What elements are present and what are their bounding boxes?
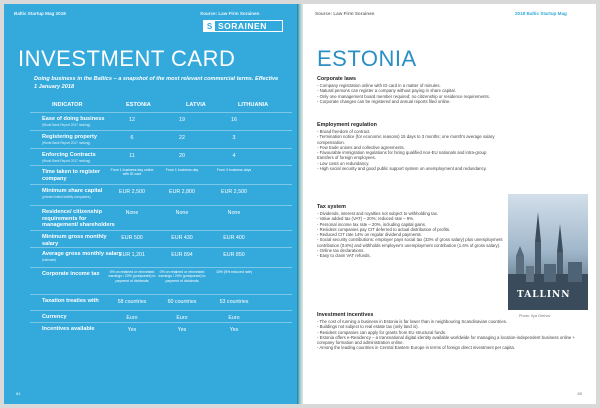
- table-cell: From 1 business day: [165, 168, 199, 172]
- section-line: - Dividends, interest and royalties not subject to withholding tax.: [317, 211, 439, 216]
- indicator-name: Corporate income tax: [42, 271, 100, 277]
- indicator-name: Average gross monthly salary: [42, 251, 122, 257]
- section-line: - Favourable immigration regulations for hiring qualified non-EU nationals and intra-group transfers of foreign employees.: [317, 150, 487, 161]
- indicator-name: Minimum gross monthly salary: [42, 234, 107, 247]
- table-row: [30, 322, 292, 334]
- section-employment: [317, 122, 503, 171]
- indicator-name: Residence/ citizenship requirements for management/ shareholders: [42, 209, 115, 229]
- section-line: - Resident companies can apply for grants from EU structural funds.: [317, 329, 447, 335]
- logo-text: SORAINEN: [218, 21, 267, 31]
- table-cell: 3: [232, 135, 236, 141]
- section-line: - Online tax declarations.: [317, 248, 365, 254]
- page-number: 84: [16, 391, 21, 396]
- table-cell: 11: [129, 153, 135, 159]
- table-cell: From 3 business days: [216, 168, 252, 172]
- section-heading: Employment regulation: [317, 122, 377, 128]
- indicator-name: Ease of doing business: [42, 116, 105, 122]
- table-row: [30, 205, 292, 230]
- section-heading: Tax system: [317, 204, 346, 210]
- section-line: - Corporate changes can be registered and annual reports filed online.: [317, 98, 451, 104]
- table-row: [30, 230, 292, 247]
- table-cell: 22: [179, 135, 185, 141]
- section-line: - Broad freedom of contract.: [317, 129, 371, 134]
- section-line: - Resident companies pay CIT deferred to actual distribution of profits.: [317, 226, 451, 232]
- table-row: [30, 130, 292, 148]
- page-title: INVESTMENT CARD: [18, 46, 236, 71]
- indicator-name: Registering property: [42, 134, 98, 140]
- photo-caption: Photo: Ilya Orehov: [519, 314, 551, 318]
- left-source: Source: Law Firm Sorainen: [200, 11, 260, 16]
- table-cell: Euro: [126, 315, 138, 321]
- indicator-name: Incentives available: [42, 326, 95, 332]
- table-cell: EUR 850: [223, 252, 245, 258]
- table-cell: 19: [179, 117, 185, 123]
- table-cell: EUR 2,500: [119, 189, 145, 195]
- table-cell: 15% (5% reduced rate): [216, 270, 252, 274]
- section-line: - Personal income tax rate – 20%, including capital gains.: [317, 221, 427, 227]
- indicator-note: (World Bank Report 2017 ranking): [42, 140, 91, 145]
- indicator-note: (estimate): [42, 257, 57, 262]
- section-line: - Natural persons can register a company without paying in share capital.: [317, 88, 456, 94]
- indicator-note: (private limited liability companies): [42, 194, 91, 199]
- right-source: Source: Law Firm Sorainen: [315, 11, 375, 16]
- right-page: [303, 4, 596, 404]
- table-cell: EUR 2,500: [221, 189, 247, 195]
- section-line: - Social security contributions: employer pays social tax (33% of gross salary) plus unemployment contribution (0.8%) and withholds employee's unemployment contribution (1.6% of gross salary).: [317, 237, 503, 248]
- logo-mark-icon: S: [204, 21, 215, 31]
- section-line: - Termination notice (for economic reasons) 15 days to 3 months; one month's average salary compensation.: [317, 134, 495, 145]
- table-cell: 20: [179, 153, 185, 159]
- table-cell: 16: [231, 117, 237, 123]
- table-cell: 0% on retained or reinvested earnings / 20% (postponed) to payment of dividends: [108, 270, 156, 283]
- table-cell: 6: [130, 135, 134, 141]
- table-cell: Yes: [177, 327, 187, 333]
- photo-label: TALLINN: [517, 290, 571, 300]
- section-line: - Only one management board member required; no citizenship or residence requirements.: [317, 93, 490, 99]
- sorainen-logo: [203, 20, 283, 32]
- indicator-name: Time taken to register company: [42, 169, 101, 182]
- section-line: - Company registration online with ID card in a matter of minutes.: [317, 83, 441, 88]
- table-cell: Euro: [228, 315, 240, 321]
- section-heading: Corporate laws: [317, 76, 356, 82]
- col-estonia: ESTONIA: [126, 102, 151, 108]
- table-cell: None: [125, 210, 139, 216]
- section-line: - The cost of running a business in Estonia is far lower than in neighbouring Scandinavian countries.: [317, 319, 508, 324]
- section-tax: [317, 204, 503, 259]
- col-lithuania: LITHUANIA: [238, 102, 269, 108]
- indicator-name: Minimum share capital: [42, 188, 103, 194]
- col-latvia: LATVIA: [186, 102, 206, 108]
- table-cell: EUR 894: [171, 252, 193, 258]
- page-subtitle: Doing business in the Baltics – a snapshot of the most relevant commercial terms. Effective 1 January 2018: [34, 76, 279, 90]
- section-line: - Reduced CIT rate 14% on regular dividend payments.: [317, 232, 423, 238]
- left-page: [4, 4, 297, 404]
- table-row: [30, 294, 292, 310]
- table-header: [30, 100, 292, 111]
- table-cell: Yes: [127, 327, 137, 333]
- indicator-name: Currency: [42, 314, 67, 320]
- table-row: [30, 165, 292, 184]
- section-corporate-laws: [317, 76, 503, 104]
- table-row: [30, 310, 292, 322]
- indicator-name: Taxation treaties with: [42, 298, 99, 304]
- section-line: - Few trade unions and collective agreements.: [317, 144, 405, 150]
- col-indicator: INDICATOR: [52, 102, 83, 108]
- table-cell: 60 countries: [167, 299, 197, 305]
- indicator-note: (World Bank Report 2017 ranking): [42, 158, 91, 163]
- table-cell: 0% on retained or reinvested earnings / 20% (postponed) to payment of dividends: [158, 270, 206, 283]
- table-cell: From 1 business day online with ID card: [110, 168, 154, 177]
- table-row: [30, 267, 292, 294]
- table-cell: EUR 2,800: [169, 189, 195, 195]
- table-cell: None: [227, 210, 241, 216]
- table-cell: Euro: [176, 315, 188, 321]
- table-cell: EUR 500: [121, 235, 143, 241]
- table-cell: None: [175, 210, 189, 216]
- table-cell: EUR 400: [223, 235, 245, 241]
- section-line: - Value added tax (VAT) – 20%; reduced rate – 9%.: [317, 216, 415, 222]
- table-cell: 58 countries: [117, 299, 147, 305]
- table-cell: 12: [129, 117, 135, 123]
- indicator-name: Enforcing Contracts: [42, 152, 96, 158]
- section-line: - Easy to claim VAT refunds.: [317, 253, 371, 259]
- table-row: [30, 184, 292, 205]
- indicator-note: (World Bank Report 2017 ranking): [42, 122, 91, 127]
- table-row: [30, 112, 292, 130]
- table-cell: EUR 1,201: [119, 252, 145, 258]
- section-line: - High social security and good public support system on unemployment and redundancy.: [317, 166, 487, 172]
- table-cell: EUR 430: [171, 235, 193, 241]
- right-header: 2018 Baltic Startup Mag: [515, 11, 567, 16]
- section-line: - Low costs on redundancy.: [317, 160, 370, 166]
- table-row: [30, 148, 292, 165]
- section-line: - Among the leading countries in Central Eastern Europe in terms of foreign direct investment per capita.: [317, 345, 515, 351]
- section-line: - Estonia offers e-Residency – a transnational digital identity available worldwide for managing a location-independent business online + company formation and administration online.: [317, 334, 576, 346]
- section-heading: Investment incentives: [317, 312, 374, 318]
- country-title: ESTONIA: [317, 46, 417, 71]
- table-row: [30, 247, 292, 267]
- table-cell: 4: [232, 153, 236, 159]
- section-line: - Buildings not subject to real estate tax (only land is).: [317, 324, 419, 330]
- page-number: 85: [577, 391, 582, 396]
- table-cell: Yes: [229, 327, 239, 333]
- table-cell: 53 countries: [219, 299, 249, 305]
- left-header: Baltic Startup Mag 2018: [14, 11, 66, 16]
